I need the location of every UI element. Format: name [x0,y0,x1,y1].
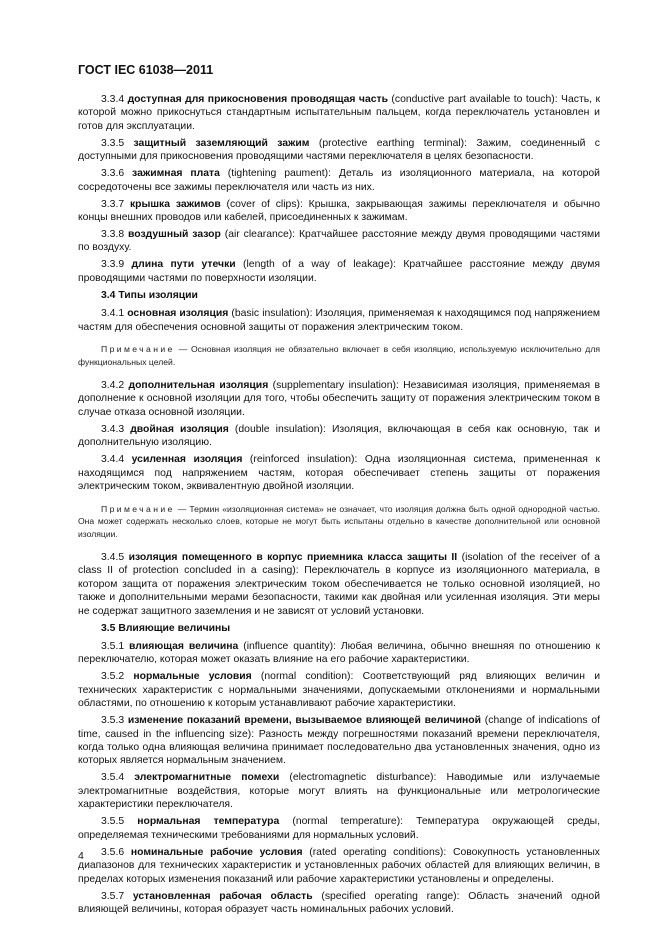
definition-3-5-4: 3.5.4 электромагнитные помехи (electromagnetic disturbance): Наводимые или излучаемые электромагнитные воздействия, которые могут влиять на функциональные или метрологические характеристики переключателя. [78,772,600,811]
definition-3-3-5: 3.3.5 защитный заземляющий зажим (protective earthing terminal): Зажим, соединенный с доступными для прикосновения проводящими частями переключателя в целях безопасности. [78,137,600,163]
definition-3-5-1: 3.5.1 влияющая величина (influence quantity): Любая величина, обычно внешняя по отношению к переключателю, которая может оказать влияние на его рабочие характеристики. [78,641,600,666]
document-header: ГОСТ IEC 61038—2011 [78,63,214,77]
definition-3-4-4: 3.4.4 усиленная изоляция (reinforced insulation): Одна изоляционная система, примененная к находящимся под напряжением частям, которая обеспечивает степень защиты от поражения электрическим током, эквивалентную двойной изоляции. [78,454,601,493]
page-number: 4 [78,850,84,862]
definition-3-4-3: 3.4.3 двойная изоляция (double insulation): Изоляция, включающая в себя как основную, так и дополнительную изоляцию. [78,423,601,449]
definition-3-3-9: 3.3.9 длина пути утечки (length of a way of leakage): Кратчайшее расстояние между двумя проводящими частями по поверхности изоляции. [78,259,600,284]
definition-3-4-1: 3.4.1 основная изоляция (basic insulation): Изоляция, применяемая к находящимся под напряжением частям для обеспечения основной защиты от поражения электрическим током. [78,308,600,333]
definition-3-5-6: 3.5.6 номинальные рабочие условия (rated operating conditions): Совокупность установленных диапазонов для технических характеристик и установленных рабочих областей для влияющих величин, в пределах которых изменения показаний или рабочие характеристики установлены и определены. [78,846,600,885]
section-heading-3-5: 3.5 Влияющие величины [101,622,231,634]
definition-3-3-8: 3.3.8 воздушный зазор (air clearance): Кратчайшее расстояние между двумя проводящими частями по воздуху. [78,229,600,254]
note-3-4-4: Примечание — Термин «изоляционная система» не означает, что изоляция должна быть одной однородной частью. Она может содержать несколько слоев, которые не могут быть испытаны отдельно в качестве дополнительной или основной изоляции. [78,503,600,539]
definition-3-4-5: 3.4.5 изоляция помещенного в корпус приемника класса защиты II (isolation of the receiver of a class II of protection concluded in a casing): Переключатель в корпусе из изоляционного материала, в котором защита от поражения электрическим током обеспечивается не только основной изоляцией, но также и дополнительными мерами безопасности, такими как двойная или усиленная изоляция. Эти меры не содержат защитного заземления и не зависят от условий установки. [78,552,601,617]
note-3-4-1: Примечание — Основная изоляция не обязательно включает в себя изоляцию, используемую исключительно для функциональных целей. [78,344,600,367]
definition-3-3-4: 3.3.4 доступная для прикосновения проводящая часть (conductive part available to touch): Часть, к которой можно прикоснуться стандартным испытательным пальцем, когда переключатель установлен и готов для эксплуатации. [78,94,600,132]
document-body [78,93,600,920]
section-heading-3-4: 3.4 Типы изоляции [101,289,198,301]
definition-3-4-2: 3.4.2 дополнительная изоляция (supplementary insulation): Независимая изоляция, применяемая в дополнение к основной изоляции для того, чтобы обеспечить защиту от поражения электрическим током в случае отказа основной изоляции. [78,380,600,418]
definition-3-3-6: 3.3.6 зажимная плата (tightening paument): Деталь из изоляционного материала, на которой сосредоточены все зажимы переключателя или часть из них. [78,168,600,193]
definition-3-5-3: 3.5.3 изменение показаний времени, вызываемое влияющей величиной (change of indications of time, caused in the influencing size): Разность между погрешностями показаний времени переключателя, когда только одна влияющая величина принимает последовательно два установленных значения, одно из которых является нормальным значением. [78,715,601,767]
definition-3-5-7: 3.5.7 установленная рабочая область (specified operating range): Область значений одной влияющей величины, которая образует часть номинальных рабочих условий. [78,890,601,915]
definition-3-5-5: 3.5.5 нормальная температура (normal temperature): Температура окружающей среды, определяемая техническими требованиями для нормальных условий. [78,816,601,841]
definition-3-5-2: 3.5.2 нормальные условия (normal condition): Соответствующий ряд влияющих величин и технических характеристик с нормальными значениями, допускаемыми отклонениями и нормальными областями, по отношению к которым устанавливают рабочие характеристики. [78,671,600,710]
definition-3-3-7: 3.3.7 крышка зажимов (cover of clips): Крышка, закрывающая зажимы переключателя и обычно концы внешних проводов или кабелей, присоединенных к зажимам. [78,198,600,224]
